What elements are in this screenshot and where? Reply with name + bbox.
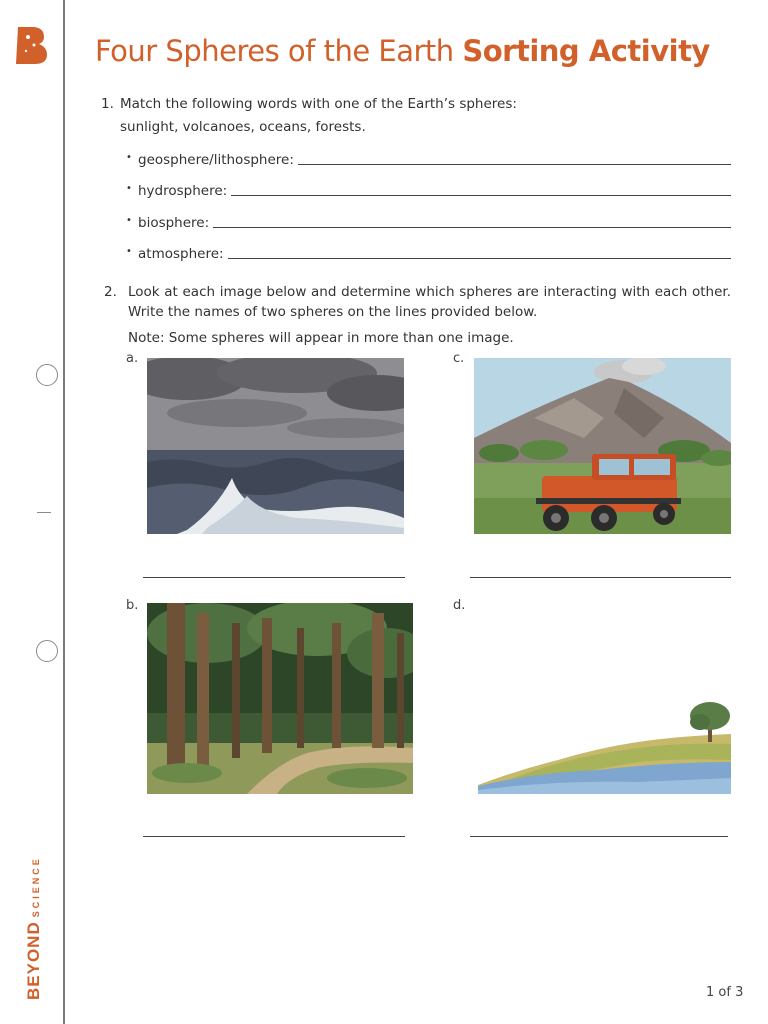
answer-line-d[interactable] — [470, 836, 728, 837]
bullet: • — [126, 215, 132, 226]
image-label-c: c. — [453, 351, 465, 366]
q1-prompt: Match the following words with one of the Earth’s spheres: — [120, 96, 517, 112]
answer-line-b[interactable] — [143, 836, 405, 837]
title-regular: Four Spheres of the Earth — [95, 34, 454, 68]
answer-label-geosphere: geosphere/lithosphere: — [138, 152, 294, 168]
answer-line-geosphere[interactable] — [298, 164, 731, 165]
volcano-jeep-image — [474, 358, 731, 534]
stormy-ocean-image — [147, 358, 404, 534]
punch-hole-top — [36, 364, 58, 386]
answer-label-hydrosphere: hydrosphere: — [138, 183, 228, 199]
punch-hole-bottom — [36, 640, 58, 662]
answer-line-atmosphere[interactable] — [228, 258, 731, 259]
answer-line-a[interactable] — [143, 577, 405, 578]
answer-line-biosphere[interactable] — [213, 227, 731, 228]
q2-number: 2. — [104, 284, 117, 300]
answer-row-biosphere[interactable] — [126, 209, 731, 231]
q2-prompt: Look at each image below and determine which spheres are interacting with each other. Write the names of two spheres on the lines provided below. — [128, 284, 731, 320]
answer-label-atmosphere: atmosphere: — [138, 246, 224, 262]
image-label-d: d. — [453, 598, 466, 613]
image-label-a: a. — [126, 351, 139, 366]
brand-wordmark — [24, 856, 44, 1000]
page-number: 1 of 3 — [706, 985, 744, 1000]
answer-line-c[interactable] — [470, 577, 731, 578]
q1-words: sunlight, volcanoes, oceans, forests. — [120, 119, 366, 135]
q1-number: 1. — [101, 96, 114, 112]
image-label-b: b. — [126, 598, 139, 613]
forest-image — [147, 603, 413, 794]
margin-rule — [63, 0, 65, 1024]
title-bold: Sorting Activity — [462, 34, 710, 68]
brand-main: BEYOND — [24, 921, 43, 1000]
shoreline-image — [478, 700, 731, 794]
brand-sub: SCIENCE — [31, 856, 41, 918]
answer-line-hydrosphere[interactable] — [231, 195, 731, 196]
answer-row-hydrosphere[interactable] — [126, 177, 731, 199]
fold-mark — [37, 512, 51, 513]
answer-row-geosphere[interactable] — [126, 146, 731, 168]
bullet: • — [126, 183, 132, 194]
q2-note: Note: Some spheres will appear in more than one image. — [128, 330, 514, 346]
answer-row-atmosphere[interactable] — [126, 240, 731, 262]
bullet: • — [126, 246, 132, 257]
answer-label-biosphere: biosphere: — [138, 215, 210, 231]
bullet: • — [126, 152, 132, 163]
beyond-logo-icon — [14, 24, 50, 66]
page-title — [95, 34, 710, 68]
